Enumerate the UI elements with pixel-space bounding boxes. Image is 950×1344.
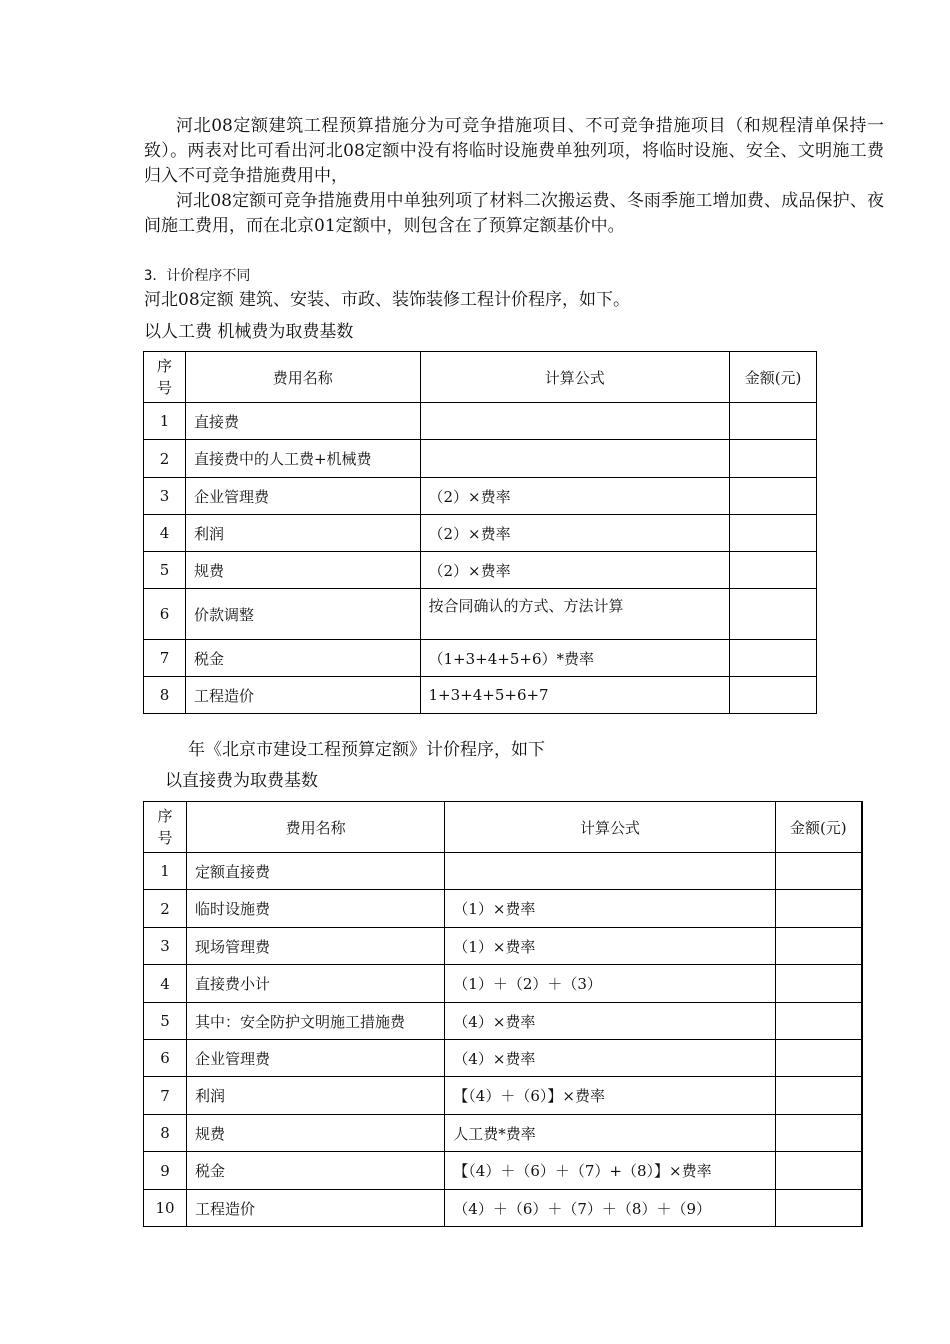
beijing-pricing-table [143, 801, 863, 1227]
row-amount [730, 403, 817, 440]
row-no: 7 [144, 1077, 187, 1115]
row-formula: （2）×费率 [420, 515, 730, 552]
table-header-row [144, 802, 863, 853]
table-row [144, 478, 817, 515]
row-no: 2 [144, 440, 186, 478]
row-formula: （4）×费率 [445, 1040, 775, 1077]
row-formula: 【（4）＋（6）】×费率 [445, 1077, 775, 1115]
row-formula [420, 403, 730, 440]
row-no: 5 [144, 1003, 187, 1040]
table-row [144, 1003, 863, 1040]
row-amount [775, 928, 862, 965]
row-formula: （1）×费率 [445, 890, 775, 928]
row-amount [730, 478, 817, 515]
row-amount [775, 1077, 862, 1115]
row-formula: （1+3+4+5+6）*费率 [420, 640, 730, 677]
row-no: 6 [144, 589, 186, 640]
row-amount [775, 890, 862, 928]
row-no: 2 [144, 890, 187, 928]
row-formula: （2）×费率 [420, 552, 730, 589]
header-formula: 计算公式 [445, 802, 775, 853]
row-no: 9 [144, 1152, 187, 1190]
row-amount [775, 1190, 862, 1227]
row-name: 规费 [185, 552, 420, 589]
row-name: 工程造价 [185, 677, 420, 714]
header-fee-name: 费用名称 [186, 802, 444, 853]
row-name: 企业管理费 [186, 1040, 444, 1077]
table-row [144, 1077, 863, 1115]
table-row [144, 965, 863, 1003]
table-row [144, 640, 817, 677]
section-3-line-1: 河北08定额 建筑、安装、市政、装饰装修工程计价程序，如下。 [144, 290, 631, 310]
row-formula: （2）×费率 [420, 478, 730, 515]
row-no: 8 [144, 1115, 187, 1152]
row-name: 其中：安全防护文明施工措施费 [186, 1003, 444, 1040]
row-amount [730, 440, 817, 478]
table-row [144, 440, 817, 478]
row-name: 直接费中的人工费+机械费 [185, 440, 420, 478]
row-name: 直接费小计 [186, 965, 444, 1003]
row-no: 8 [144, 677, 186, 714]
row-no: 7 [144, 640, 186, 677]
section-3-heading: 3．计价程序不同 [144, 268, 251, 284]
row-formula: （1）＋（2）＋（3） [445, 965, 775, 1003]
table-row [144, 1190, 863, 1227]
hebei-pricing-table [143, 351, 817, 714]
header-seq: 序 号 [144, 352, 186, 403]
row-formula: （4）＋（6）＋（7）＋（8）＋（9） [445, 1190, 775, 1227]
header-amount: 金额(元) [775, 802, 862, 853]
row-no: 1 [144, 403, 186, 440]
table-row [144, 552, 817, 589]
row-name: 规费 [186, 1115, 444, 1152]
row-no: 5 [144, 552, 186, 589]
row-amount [775, 965, 862, 1003]
row-name: 税金 [185, 640, 420, 677]
row-formula: （1）×费率 [445, 928, 775, 965]
table-row [144, 403, 817, 440]
table-row [144, 515, 817, 552]
row-formula: （4）×费率 [445, 1003, 775, 1040]
row-no: 4 [144, 965, 187, 1003]
row-formula [420, 440, 730, 478]
row-amount [775, 1152, 862, 1190]
row-name: 定额直接费 [186, 853, 444, 890]
beijing-section-line-1: 年《北京市建设工程预算定额》计价程序，如下 [188, 740, 545, 760]
row-formula: 人工费*费率 [445, 1115, 775, 1152]
intro-paragraph-1: 河北08定额建筑工程预算措施分为可竞争措施项目、不可竞争措施项目（和规程清单保持一致）。两表对比可看出河北08定额中没有将临时设施费单独列项，将临时设施、安全、文明施工费归入不可竞争措施费用中， [144, 116, 884, 186]
row-name: 工程造价 [186, 1190, 444, 1227]
row-no: 3 [144, 928, 187, 965]
table-row [144, 1040, 863, 1077]
table-row [144, 853, 863, 890]
row-name: 税金 [186, 1152, 444, 1190]
row-no: 10 [144, 1190, 187, 1227]
row-amount [775, 1040, 862, 1077]
header-fee-name: 费用名称 [185, 352, 420, 403]
row-name: 直接费 [185, 403, 420, 440]
row-amount [730, 677, 817, 714]
row-name: 企业管理费 [185, 478, 420, 515]
row-formula [445, 853, 775, 890]
row-amount [775, 1115, 862, 1152]
table-row [144, 890, 863, 928]
row-amount [775, 1003, 862, 1040]
row-formula: 【（4）＋（6）＋（7）+（8）】×费率 [445, 1152, 775, 1190]
header-formula: 计算公式 [420, 352, 730, 403]
header-amount: 金额(元) [730, 352, 817, 403]
row-amount [730, 515, 817, 552]
row-amount [730, 552, 817, 589]
table-row [144, 589, 817, 640]
row-no: 6 [144, 1040, 187, 1077]
row-name: 价款调整 [185, 589, 420, 640]
beijing-section-line-2: 以直接费为取费基数 [165, 771, 318, 791]
intro-paragraph-2: 河北08定额可竞争措施费用中单独列项了材料二次搬运费、冬雨季施工增加费、成品保护、夜间施工费用，而在北京01定额中，则包含在了预算定额基价中。 [144, 191, 884, 236]
row-name: 临时设施费 [186, 890, 444, 928]
row-amount [730, 640, 817, 677]
row-no: 1 [144, 853, 187, 890]
row-formula: 1+3+4+5+6+7 [420, 677, 730, 714]
row-name: 利润 [185, 515, 420, 552]
row-formula: 按合同确认的方式、方法计算 [420, 589, 730, 640]
row-amount [730, 589, 817, 640]
table-row [144, 1115, 863, 1152]
table-header-row [144, 352, 817, 403]
table-row [144, 677, 817, 714]
row-no: 3 [144, 478, 186, 515]
header-seq: 序 号 [144, 802, 187, 853]
row-name: 利润 [186, 1077, 444, 1115]
row-amount [775, 853, 862, 890]
row-name: 现场管理费 [186, 928, 444, 965]
row-no: 4 [144, 515, 186, 552]
table-row [144, 928, 863, 965]
section-3-line-2: 以人工费 机械费为取费基数 [144, 322, 354, 342]
table-row [144, 1152, 863, 1190]
